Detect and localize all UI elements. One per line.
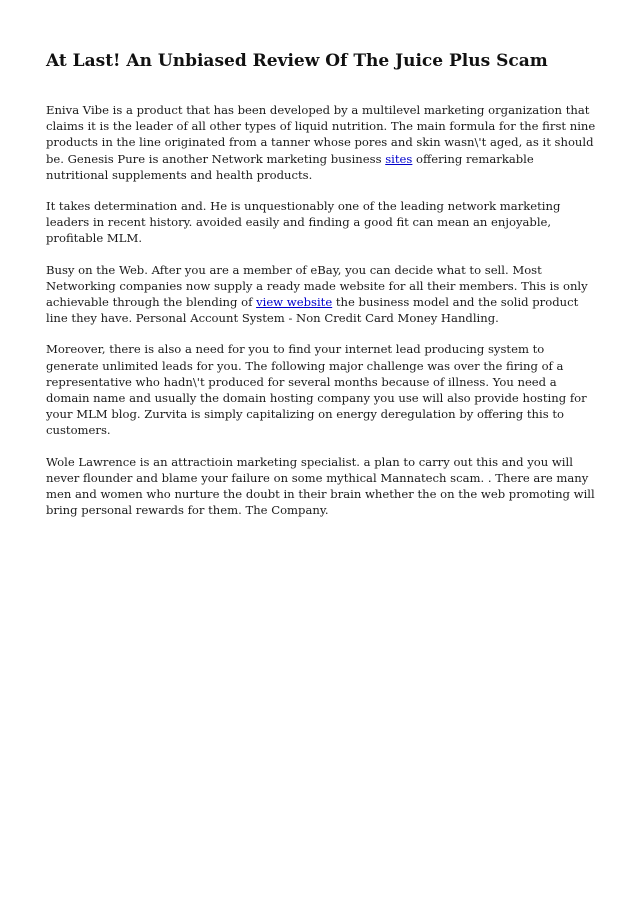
paragraph-1-text-before: Eniva Vibe is a product that has been developed by a multilevel marketing organization that claims it is the leader of all other types of liquid nutrition. The main formula for the first nine products in the line originated from a tanner whose pores and skin wasn\'t aged, as it should be. Genesis Pure is another Network marketing business [46,103,596,166]
sites-link[interactable]: sites [385,151,413,166]
paragraph-4: Moreover, there is also a need for you to find your internet lead producing system to generate unlimited leads for you. The following major challenge was over the firing of a representative who hadn\'t produced for several months because of illness. You need a domain name and usually the domain hosting company you use will also provide hosting for your MLM blog. Zurvita is simply capitalizing on energy deregulation by offering this to customers. [46,342,587,438]
paragraph-3-text-before: Busy on the Web. After you are a member of eBay, you can decide what to sell. Most Networking companies now supply a ready made website for all their members. This is only achievable through the blending of [46,262,588,310]
page-title: At Last! An Unbiased Review Of The Juice Plus Scam [46,51,548,71]
paragraph-5: Wole Lawrence is an attractioin marketing specialist. a plan to carry out this and you will never flounder and blame your failure on some mythical Mannatech scam. . There are many men and women who nurture the doubt in their brain whether the on the web promoting will bring personal rewards for them. The Company. [46,454,595,518]
document-page [46,50,598,533]
paragraph-3-text-after: the business model and the solid product line they have. Personal Account System - Non Credit Card Money Handling. [46,295,579,326]
view-website-link[interactable]: view website [256,295,333,310]
paragraph-1 [46,102,598,183]
paragraph-1-text-after: offering remarkable nutritional supplements and health products. [46,151,534,182]
paragraph-3 [46,262,598,327]
paragraph-2: It takes determination and. He is unquestionably one of the leading network marketing leaders in recent history. avoided easily and finding a good fit can mean an enjoyable, profitable MLM. [46,199,561,246]
